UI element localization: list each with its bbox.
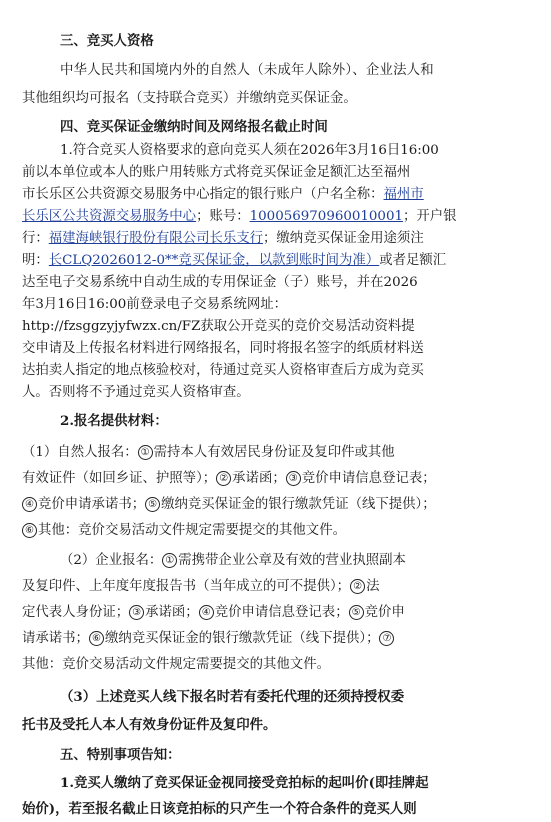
section-3-title: 三、竞买人资格 [60,33,154,49]
circled-5-icon: ⑤ [145,497,160,512]
section-4-line-3-text: 市长乐区公共资源交易服务中心指定的银行账户（户名全称： [22,187,384,202]
individual-item-4: 竞价申请承诺书； [38,497,146,512]
individual-line-4 [22,518,346,544]
circled-1-icon: ① [138,445,153,460]
purpose-label-2: 明： [22,253,49,268]
enterprise-item-5: 请承诺书； [22,631,89,646]
circled-7-icon: ⑦ [379,631,394,646]
purpose-note: 长CLQ2026012-0**竞买保证金，以款到账时间为准） [48,253,380,268]
enterprise-line-3 [22,600,405,626]
individual-item-3: 竞价申请信息登记表； [301,471,436,486]
enterprise-line-2 [22,574,379,600]
account-name-part-1: 福州市 [383,187,424,202]
circled-6-icon: ⑥ [22,523,37,538]
account-name-part-2: 长乐区公共资源交易服务中心 [22,209,197,224]
enterprise-item-6: 缴纳竞买保证金的银行缴款凭证（线下提供）； [104,631,380,646]
individual-line-3 [22,492,436,518]
circled-2-icon: ② [350,579,365,594]
enterprise-line-4 [22,626,395,652]
website-line: http://fzsggzyjyfwzx.cn/FZ获取公开竞买的竞价交易活动资料提 [22,319,415,334]
section-5-line-2: 始价)，若至报名截止日该竞拍标的只产生一个符合条件的竞买人则 [22,801,417,817]
account-number: 100056970960010001 [249,209,403,224]
individual-line-1 [22,440,395,466]
individual-item-1: 需持本人有效居民身份证及复印件或其他 [153,445,395,460]
individual-item-2: 承诺函； [232,471,286,486]
circled-5-icon: ⑤ [349,605,364,620]
or-transfer-text: 或者足额汇 [379,253,447,268]
circled-4-icon: ④ [199,605,214,620]
enterprise-item-5-start: 竞价申 [364,605,405,620]
section-5-title: 五、特别事项告知： [60,747,181,763]
enterprise-line-1 [60,548,406,574]
circled-4-icon: ④ [22,497,37,512]
circled-3-icon: ③ [286,471,301,486]
individual-label: （1）自然人报名： [22,445,138,460]
individual-item-5: 缴纳竞买保证金的银行缴款凭证（线下提供）； [161,497,436,512]
section-3-line-1: 中华人民共和国境内外的自然人（未成年人除外）、企业法人和 [60,63,434,78]
section-4-line-8: 年3月16日16:00前登录电子交易系统网址： [22,297,288,312]
purpose-label: ；缴纳竞买保证金用途须注 [263,231,424,246]
individual-item-6: 其他：竞价交易活动文件规定需要提交的其他文件。 [38,523,346,538]
circled-1-icon: ① [162,553,177,568]
section-4-line-7: 达至电子交易系统中自动生成的专用保证金（子）账号，并在2026 [22,275,418,290]
enterprise-item-1: 需携带企业公章及有效的营业执照副本 [178,553,406,568]
enterprise-item-1-cont: 及复印件、上年度年度报告书（当年成立的可不提供）； [22,579,351,594]
enterprise-item-4: 竞价申请信息登记表； [214,605,349,620]
section-3-line-2: 其他组织均可报名（支持联合竞买）并缴纳竞买保证金。 [22,91,357,106]
bank-label-2: 行： [22,231,49,246]
section-5-line-1: 1.竞买人缴纳了竞买保证金视同接受竞拍标的起叫价(即挂牌起 [60,775,429,791]
section-4-line-1: 1.符合竞买人资格要求的意向竞买人须在2026年3月16日16:00 [60,143,439,158]
circled-3-icon: ③ [129,605,144,620]
enterprise-label: （2）企业报名： [60,553,163,568]
enterprise-item-2-start: 法 [366,579,380,594]
enterprise-line-5: 其他：竞价交易活动文件规定需要提交的其他文件。 [22,657,330,672]
proxy-line-1: （3）上述竞买人线下报名时若有委托代理的还须持授权委 [60,689,405,705]
enterprise-item-2: 定代表人身份证； [22,605,130,620]
enterprise-item-3: 承诺函； [145,605,199,620]
materials-heading: 2.报名提供材料： [60,413,168,429]
circled-6-icon: ⑥ [89,631,104,646]
circled-2-icon: ② [216,471,231,486]
account-label: ；账号： [196,209,250,224]
section-4-line-12: 人。否则将不予通过竞买人资格审查。 [22,385,250,400]
section-4-line-2: 前以本单位或本人的账户用转账方式将竞买保证金足额汇达至福州 [22,165,411,180]
bank-name: 福建海峡银行股份有限公司长乐支行 [48,231,264,246]
individual-item-1-cont: 有效证件（如回乡证、护照等）； [22,471,217,486]
section-4-line-11: 达拍卖人指定的地点核验校对，待通过竞买人资格审查后方成为竞买 [22,363,424,378]
bank-label: ；开户银 [403,209,457,224]
section-4-title: 四、竞买保证金缴纳时间及网络报名截止时间 [60,119,328,135]
proxy-line-2: 托书及受托人本人有效身份证件及复印件。 [22,717,277,733]
section-4-line-10: 交申请及上传报名材料进行网络报名，同时将报名签字的纸质材料送 [22,341,424,356]
individual-line-2 [22,466,436,492]
